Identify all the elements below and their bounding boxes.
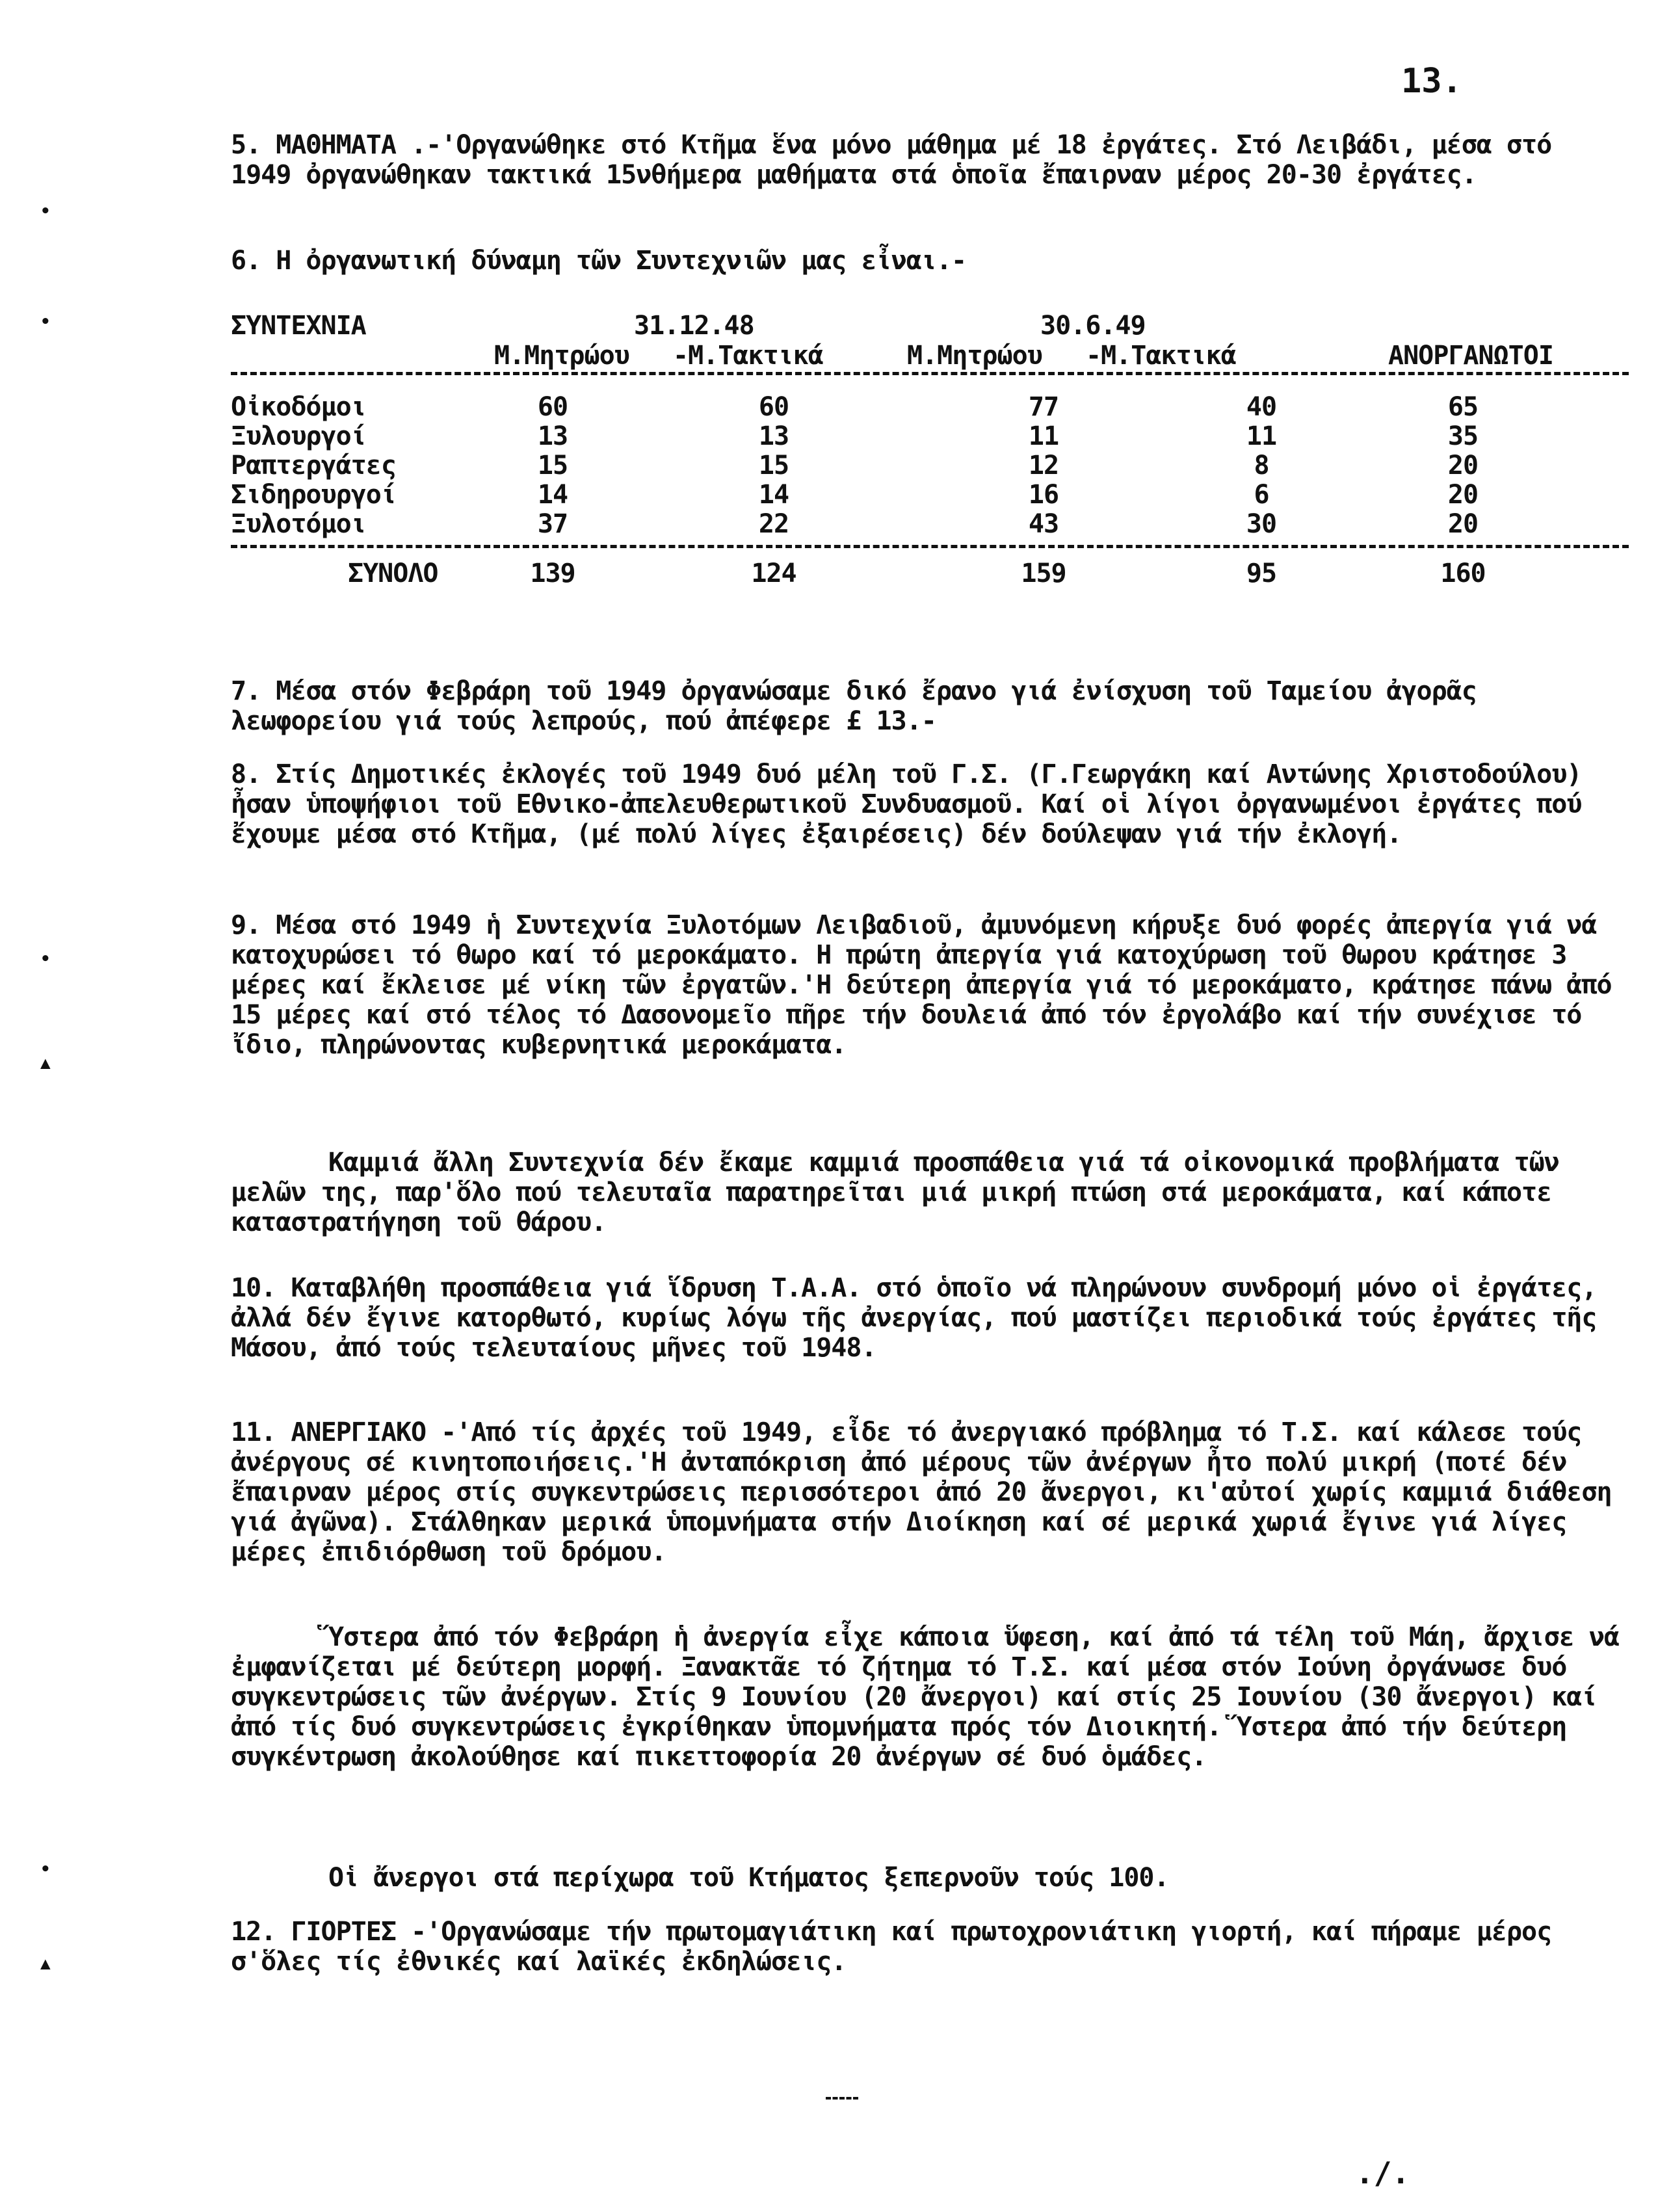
table-row: [231, 509, 1629, 538]
margin-dot: ▲: [40, 1053, 51, 1073]
total-regular-1: 124: [751, 559, 796, 588]
paragraph-8: 8. Στίς Δημοτικές ἐκλογές τοῦ 1949 δυό μέλη τοῦ Γ.Σ. (Γ.Γεωργάκη καί Αντώνης Χριστοδούλου) ἦσαν ὑποψήφιοι τοῦ Εθνικο-ἀπελευθερωτικοῦ Συνδυασμοῦ. Καί οἱ λίγοι ὀργανωμένοι ἐργάτες πού ἔχουμε μέσα στό Κτῆμα, (μέ πολύ λίγες ἐξαιρέσεις) δέν δούλεψαν γιά τήν ἐκλογή.: [231, 759, 1597, 849]
cell-regular-1: 15: [758, 451, 789, 481]
page-number: 13.: [1401, 62, 1462, 101]
separator-line: [826, 2097, 858, 2100]
paragraph-11: 11. ΑΝΕΡΓΙΑΚΟ -'Από τίς ἀρχές τοῦ 1949, εἶδε τό ἀνεργιακό πρόβλημα τό Τ.Σ. καί κάλεσε τούς ἀνέργους σέ κινητοποιήσεις.'Η ἀνταπόκριση ἀπό μέρους τῶν ἀνέργων ἦτο πολύ μικρή (ποτέ δέν ἔπαιρναν μέρος στίς συγκεντρώσεις περισσότεροι ἀπό 20 ἄνεργοι, κι'αὐτοί χωρίς καμμιά διάθεση γιά ἀγῶνα). Στάλθηκαν μερικά ὑπομνήματα στήν Διοίκηση καί σέ μερικά χωριά ἔγινε γιά λίγες μέρες ἐπιδιόρθωση τοῦ δρόμου.: [231, 1417, 1627, 1567]
cell-regular-2: 6: [1254, 480, 1269, 510]
cell-regular-2: 40: [1246, 392, 1277, 422]
header-registered-2: Μ.Μητρώου: [907, 341, 1042, 371]
cell-registered-2: 12: [1028, 451, 1059, 481]
table-rule-top: [231, 372, 1629, 375]
row-name: Ξυλουργοί: [231, 421, 366, 451]
cell-regular-1: 60: [758, 392, 789, 422]
membership-table: [231, 311, 1629, 591]
total-registered-1: 139: [530, 559, 575, 588]
cell-regular-2: 30: [1246, 509, 1277, 539]
paragraph-12: 12. ΓΙΟΡΤΕΣ -'Οργανώσαμε τήν πρωτομαγιάτικη καί πρωτοχρονιάτικη γιορτή, καί πήραμε μέρος σ'ὅλες τίς ἐθνικές καί λαϊκές ἐκδηλώσεις.: [231, 1917, 1567, 1977]
table-row: [231, 421, 1629, 451]
paragraph-11-continued: Ὕστερα ἀπό τόν Φεβράρη ἡ ἀνεργία εἶχε κάποια ὕφεση, καί ἀπό τά τέλη τοῦ Μάη, ἄρχισε νά ἐμφανίζεται μέ δεύτερη μορφή. Ξανακτᾶε τό ζήτημα τό Τ.Σ. καί μέσα στόν Ιούνη ὀργάνωσε δυό συγκεντρώσεις τῶν ἀνέργων. Στίς 9 Ιουνίου (20 ἄνεργοι) καί στίς 25 Ιουνίου (30 ἄνεργοι) καί ἀπό τίς δυό συγκεντρώσεις ἐγκρίθηκαν ὑπομνήματα πρός τόν Διοικητή. Ὕστερα ἀπό τήν δεύτερη συγκέντρωση ἀκολούθησε καί πικεττοφορία 20 ἀνέργων σέ δυό ὁμάδες.: [231, 1622, 1635, 1772]
total-regular-2: 95: [1246, 559, 1277, 588]
table-rule-bottom: [231, 545, 1629, 548]
paragraph-9-continued: Καμμιά ἄλλη Συντεχνία δέν ἔκαμε καμμιά προσπάθεια γιά τά οἰκονομικά προβλήματα τῶν μελῶν της, παρ'ὅλο πού τελευταῖα παρατηρεῖται μιά μικρή πτώση στά μεροκάματα, καί κάποτε καταστρατήγηση τοῦ θάρου.: [231, 1148, 1574, 1237]
margin-dot: ▲: [40, 1954, 51, 1973]
table-total-row: [231, 559, 1629, 591]
column-label-union: ΣΥΝΤΕΧΝΙΑ: [231, 311, 366, 341]
cell-registered-1: 14: [537, 480, 568, 510]
total-label: ΣΥΝΟΛΟ: [348, 559, 438, 588]
header-registered-1: Μ.Μητρώου: [494, 341, 629, 371]
total-registered-2: 159: [1021, 559, 1066, 588]
paragraph-7: 7. Μέσα στόν Φεβράρη τοῦ 1949 ὀργανώσαμε δικό ἔρανο γιά ἐνίσχυση τοῦ Ταμείου ἀγορᾶς λεωφορείου γιά τούς λεπρούς, πού ἀπέφερε £ 13.-: [231, 676, 1492, 736]
cell-unorganized: 35: [1447, 421, 1479, 451]
total-unorganized: 160: [1440, 559, 1486, 588]
cell-unorganized: 65: [1447, 392, 1479, 422]
cell-registered-2: 11: [1028, 421, 1059, 451]
table-header-columns: [231, 341, 1629, 371]
header-unorganized: ΑΝΟΡΓΑΝΩΤΟΙ: [1388, 341, 1553, 371]
cell-regular-2: 11: [1246, 421, 1277, 451]
cell-regular-1: 14: [758, 480, 789, 510]
paragraph-5: 5. ΜΑΘΗΜΑΤΑ .-'Οργανώθηκε στό Κτῆμα ἕνα μόνο μάθημα μέ 18 ἐργάτες. Στό Λειβάδι, μέσα στό 1949 ὀργανώθηκαν τακτικά 15νθήμερα μαθήματα στά ὁποῖα ἔπαιρναν μέρος 20-30 ἐργάτες.: [231, 130, 1567, 190]
paragraph-11-unemployed: Οἱ ἄνεργοι στά περίχωρα τοῦ Κτήματος ξεπερνοῦν τούς 100.: [328, 1863, 1169, 1893]
header-date-1: 31.12.48: [634, 311, 754, 341]
table-row: [231, 451, 1629, 480]
paragraph-6: 6. Η ὀργανωτική δύναμη τῶν Συντεχνιῶν μας εἶναι.-: [231, 246, 967, 276]
cell-regular-1: 22: [758, 509, 789, 539]
cell-unorganized: 20: [1447, 509, 1479, 539]
cell-registered-1: 60: [537, 392, 568, 422]
cell-unorganized: 20: [1447, 480, 1479, 510]
cell-registered-1: 13: [537, 421, 568, 451]
row-name: Σιδηρουργοί: [231, 480, 396, 510]
table-row: [231, 392, 1629, 421]
margin-dot: •: [40, 202, 51, 221]
cell-registered-1: 15: [537, 451, 568, 481]
header-regular-2: -Μ.Τακτικά: [1086, 341, 1236, 371]
cell-unorganized: 20: [1447, 451, 1479, 481]
cell-registered-1: 37: [537, 509, 568, 539]
margin-dot: •: [40, 312, 51, 332]
cell-registered-2: 43: [1028, 509, 1059, 539]
row-name: Ραπτεργάτες: [231, 451, 396, 481]
margin-dot: •: [40, 949, 51, 969]
header-date-2: 30.6.49: [1040, 311, 1146, 341]
header-regular-1: -Μ.Τακτικά: [673, 341, 823, 371]
continuation-mark: ./.: [1356, 2155, 1410, 2191]
table-row: [231, 480, 1629, 509]
cell-regular-2: 8: [1254, 451, 1269, 481]
table-header-dates: [231, 311, 1629, 341]
margin-dot: •: [40, 1860, 51, 1879]
row-name: Ξυλοτόμοι: [231, 509, 366, 539]
cell-regular-1: 13: [758, 421, 789, 451]
paragraph-9: 9. Μέσα στό 1949 ἡ Συντεχνία Ξυλοτόμων Λειβαδιοῦ, ἀμυνόμενη κήρυξε δυό φορές ἀπεργία γιά νά κατοχυρώσει τό θωρο καί τό μεροκάματο. Η πρώτη ἀπεργία γιά κατοχύρωση τοῦ θωρου κράτησε 3 μέρες καί ἔκλεισε μέ νίκη τῶν ἐργατῶν.'Η δεύτερη ἀπεργία γιά τό μεροκάματο, κράτησε πάνω ἀπό 15 μέρες καί στό τέλος τό Δασονομεῖο πῆρε τήν δουλειά ἀπό τόν ἐργολάβο καί τήν συνέχισε τό ἴδιο, πληρώνοντας κυβερνητικά μεροκάματα.: [231, 910, 1627, 1060]
paragraph-10: 10. Καταβλήθη προσπάθεια γιά ἵδρυση Τ.Α.Α. στό ὁποῖο νά πληρώνουν συνδρομή μόνο οἱ ἐργάτες, ἀλλά δέν ἔγινε κατορθωτό, κυρίως λόγω τῆς ἀνεργίας, πού μαστίζει περιοδικά τούς ἐργάτες τῆς Μάσου, ἀπό τούς τελευταίους μῆνες τοῦ 1948.: [231, 1273, 1612, 1363]
cell-registered-2: 16: [1028, 480, 1059, 510]
cell-registered-2: 77: [1028, 392, 1059, 422]
row-name: Οἰκοδόμοι: [231, 392, 366, 422]
